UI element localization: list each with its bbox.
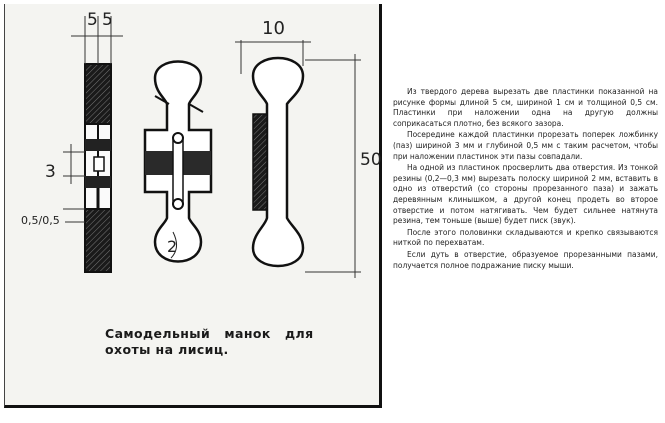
caption-line: охоты на лисиц. [105, 342, 229, 357]
dim-5a: 5 [87, 10, 98, 30]
caption-line: Самодельный манок для [105, 326, 314, 341]
right-view [235, 40, 361, 278]
front-view [145, 62, 211, 262]
paragraph: Если дуть в отверстие, образуемое прорезанными пазами, получается полное подражание писку мыши. [393, 248, 658, 270]
dim-50: 50 [360, 150, 382, 170]
paragraph: На одной из пластинок просверлить два отверстия. Из тонкой резины (0,2—0,3 мм) вырезать полоску шириной 2 мм, вставить в одно из отверстий (со стороны прорезанного паза) и зажать деревянным клинышком, а другой конец продеть во второе отверстие и потом натягивать. Чем будет сильнее натянута резина, тем тоньше (выше) будет писк (звук). [393, 162, 658, 226]
dim-3: 3 [45, 162, 56, 182]
side-view [85, 64, 111, 272]
paragraph: Из твердого дерева вырезать две пластинки показанной на рисунке формы длиной 5 см, шириной 1 см и толщиной 0,5 см. Пластинки при наложении одна на другую должны соприкасаться плотно, без всякого зазора. [393, 86, 658, 128]
article-text [393, 86, 658, 271]
dim-10: 10 [262, 18, 285, 39]
figure-caption [105, 326, 345, 358]
figure-panel [4, 4, 382, 408]
dim-5b: 5 [102, 10, 113, 30]
dim-hole: 2 [167, 237, 178, 256]
paragraph: После этого половинки складываются и крепко связываются ниткой по перехватам. [393, 226, 658, 248]
dim-slot-depth: 0,5/0,5 [21, 214, 60, 227]
paragraph: Посередине каждой пластинки прорезать поперек ложбинку (паз) шириной 3 мм и глубиной 0,5 мм с таким расчетом, чтобы при наложении пластинок эти пазы совпадали. [393, 129, 658, 161]
